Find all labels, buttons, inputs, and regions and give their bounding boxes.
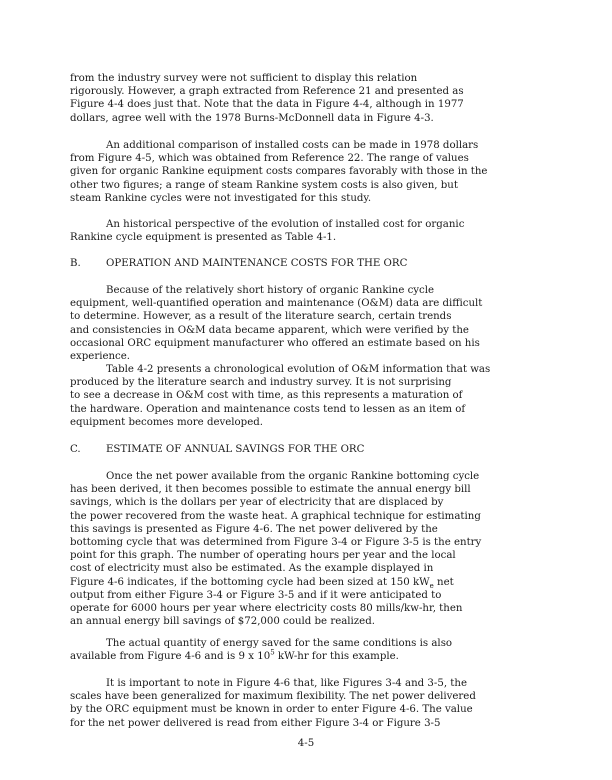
paragraph-line: An additional comparison of installed costs can be made in 1978 dollars bbox=[106, 140, 479, 151]
section-title: ESTIMATE OF ANNUAL SAVINGS FOR THE ORC bbox=[106, 444, 365, 455]
paragraph-line: bottoming cycle that was determined from Figure 3-4 or Figure 3-5 is the entry bbox=[70, 536, 482, 548]
paragraph-line: experience. bbox=[70, 350, 131, 362]
paragraph-line: for the net power delivered is read from either Figure 3-4 or Figure 3-5 bbox=[70, 717, 441, 729]
paragraph-line: point for this graph. The number of operating hours per year and the local bbox=[70, 550, 456, 562]
paragraph-line: to determine. However, as a result of the literature search, certain trends bbox=[70, 311, 452, 323]
paragraph-4 bbox=[70, 284, 546, 363]
paragraph-line: equipment becomes more developed. bbox=[70, 416, 263, 428]
paragraph-8 bbox=[70, 677, 546, 730]
paragraph-line: other two figures; a range of steam Rankine system costs is also given, but bbox=[70, 179, 458, 191]
paragraph-line: Rankine cycle equipment is presented as Table 4-1. bbox=[70, 232, 337, 244]
paragraph-line: dollars, agree well with the 1978 Burns-McDonnell data in Figure 4-3. bbox=[70, 112, 434, 124]
paragraph-line: operate for 6000 hours per year where electricity costs 80 mills/kw-hr, then bbox=[70, 602, 463, 614]
paragraph-line: and consistencies in O&M data became apparent, which were verified by the bbox=[70, 324, 469, 336]
paragraph-line: cost of electricity must also be estimated. As the example displayed in bbox=[70, 563, 434, 575]
section-heading-b bbox=[70, 257, 407, 270]
paragraph-line: output from either Figure 3-4 or Figure 3-5 and if it were anticipated to bbox=[70, 589, 442, 601]
paragraph-line: by the ORC equipment must be known in order to enter Figure 4-6. The value bbox=[70, 704, 473, 716]
paragraph-3 bbox=[70, 218, 546, 244]
paragraph-line: rigorously. However, a graph extracted from Reference 21 and presented as bbox=[70, 86, 464, 98]
superscript: 5 bbox=[270, 648, 275, 657]
paragraph-line: Table 4-2 presents a chronological evolution of O&M information that was bbox=[106, 364, 491, 375]
section-letter: B. bbox=[70, 258, 81, 269]
paragraph-5 bbox=[70, 363, 546, 429]
paragraph-line: An historical perspective of the evolution of installed cost for organic bbox=[106, 219, 465, 230]
paragraph-line: The actual quantity of energy saved for the same conditions is also bbox=[106, 638, 453, 649]
paragraph-line: Once the net power available from the organic Rankine bottoming cycle bbox=[106, 471, 480, 482]
paragraph-line: to see a decrease in O&M cost with time, as this represents a maturation of bbox=[70, 390, 463, 402]
paragraph-line: from the industry survey were not sufficient to display this relation bbox=[70, 73, 418, 84]
section-title: OPERATION AND MAINTENANCE COSTS FOR THE ORC bbox=[106, 258, 408, 269]
paragraph-line: has been derived, it then becomes possible to estimate the annual energy bill bbox=[70, 484, 471, 496]
paragraph-line: Because of the relatively short history of organic Rankine cycle bbox=[106, 285, 435, 296]
paragraph-6 bbox=[70, 470, 546, 628]
paragraph-line: produced by the literature search and industry survey. It is not surprising bbox=[70, 377, 452, 389]
paragraph-line bbox=[70, 576, 546, 589]
paragraph-line: equipment, well-quantified operation and maintenance (O&M) data are difficult bbox=[70, 298, 483, 310]
paragraph-line: Figure 4-4 does just that. Note that the data in Figure 4-4, although in 1977 bbox=[70, 99, 464, 111]
paragraph-line: the hardware. Operation and maintenance costs tend to lessen as an item of bbox=[70, 403, 466, 415]
paragraph-line bbox=[70, 650, 546, 663]
section-letter: C. bbox=[70, 444, 81, 455]
line-tail: net bbox=[433, 576, 454, 588]
line-text: available from Figure 4-6 and is 9 x 10 bbox=[70, 651, 271, 663]
subscript: e bbox=[429, 581, 434, 590]
paragraph-line: It is important to note in Figure 4-6 that, like Figures 3-4 and 3-5, the bbox=[106, 678, 467, 689]
paragraph-2 bbox=[70, 139, 546, 205]
paragraph-line: the power recovered from the waste heat. A graphical technique for estimating bbox=[70, 510, 481, 522]
paragraph-line: from Figure 4-5, which was obtained from Reference 22. The range of values bbox=[70, 153, 469, 165]
paragraph-line: steam Rankine cycles were not investigated for this study. bbox=[70, 192, 372, 204]
section-heading-c bbox=[70, 443, 364, 456]
paragraph-7 bbox=[70, 637, 546, 663]
paragraph-line: this savings is presented as Figure 4-6. The net power delivered by the bbox=[70, 523, 438, 535]
paragraph-line: savings, which is the dollars per year of electricity that are displaced by bbox=[70, 497, 444, 509]
line-text: Figure 4-6 indicates, if the bottoming cycle had been sized at 150 kW bbox=[70, 576, 430, 588]
paragraph-line: occasional ORC equipment manufacturer who offered an estimate based on his bbox=[70, 337, 480, 349]
paragraph-1 bbox=[70, 72, 546, 125]
paragraph-line: an annual energy bill savings of $72,000 could be realized. bbox=[70, 616, 375, 628]
page-number: 4-5 bbox=[297, 738, 315, 749]
paragraph-line: scales have been generalized for maximum flexibility. The net power delivered bbox=[70, 691, 476, 703]
line-tail: kW-hr for this example. bbox=[277, 651, 399, 663]
paragraph-line: given for organic Rankine equipment costs compares favorably with those in the bbox=[70, 166, 488, 178]
